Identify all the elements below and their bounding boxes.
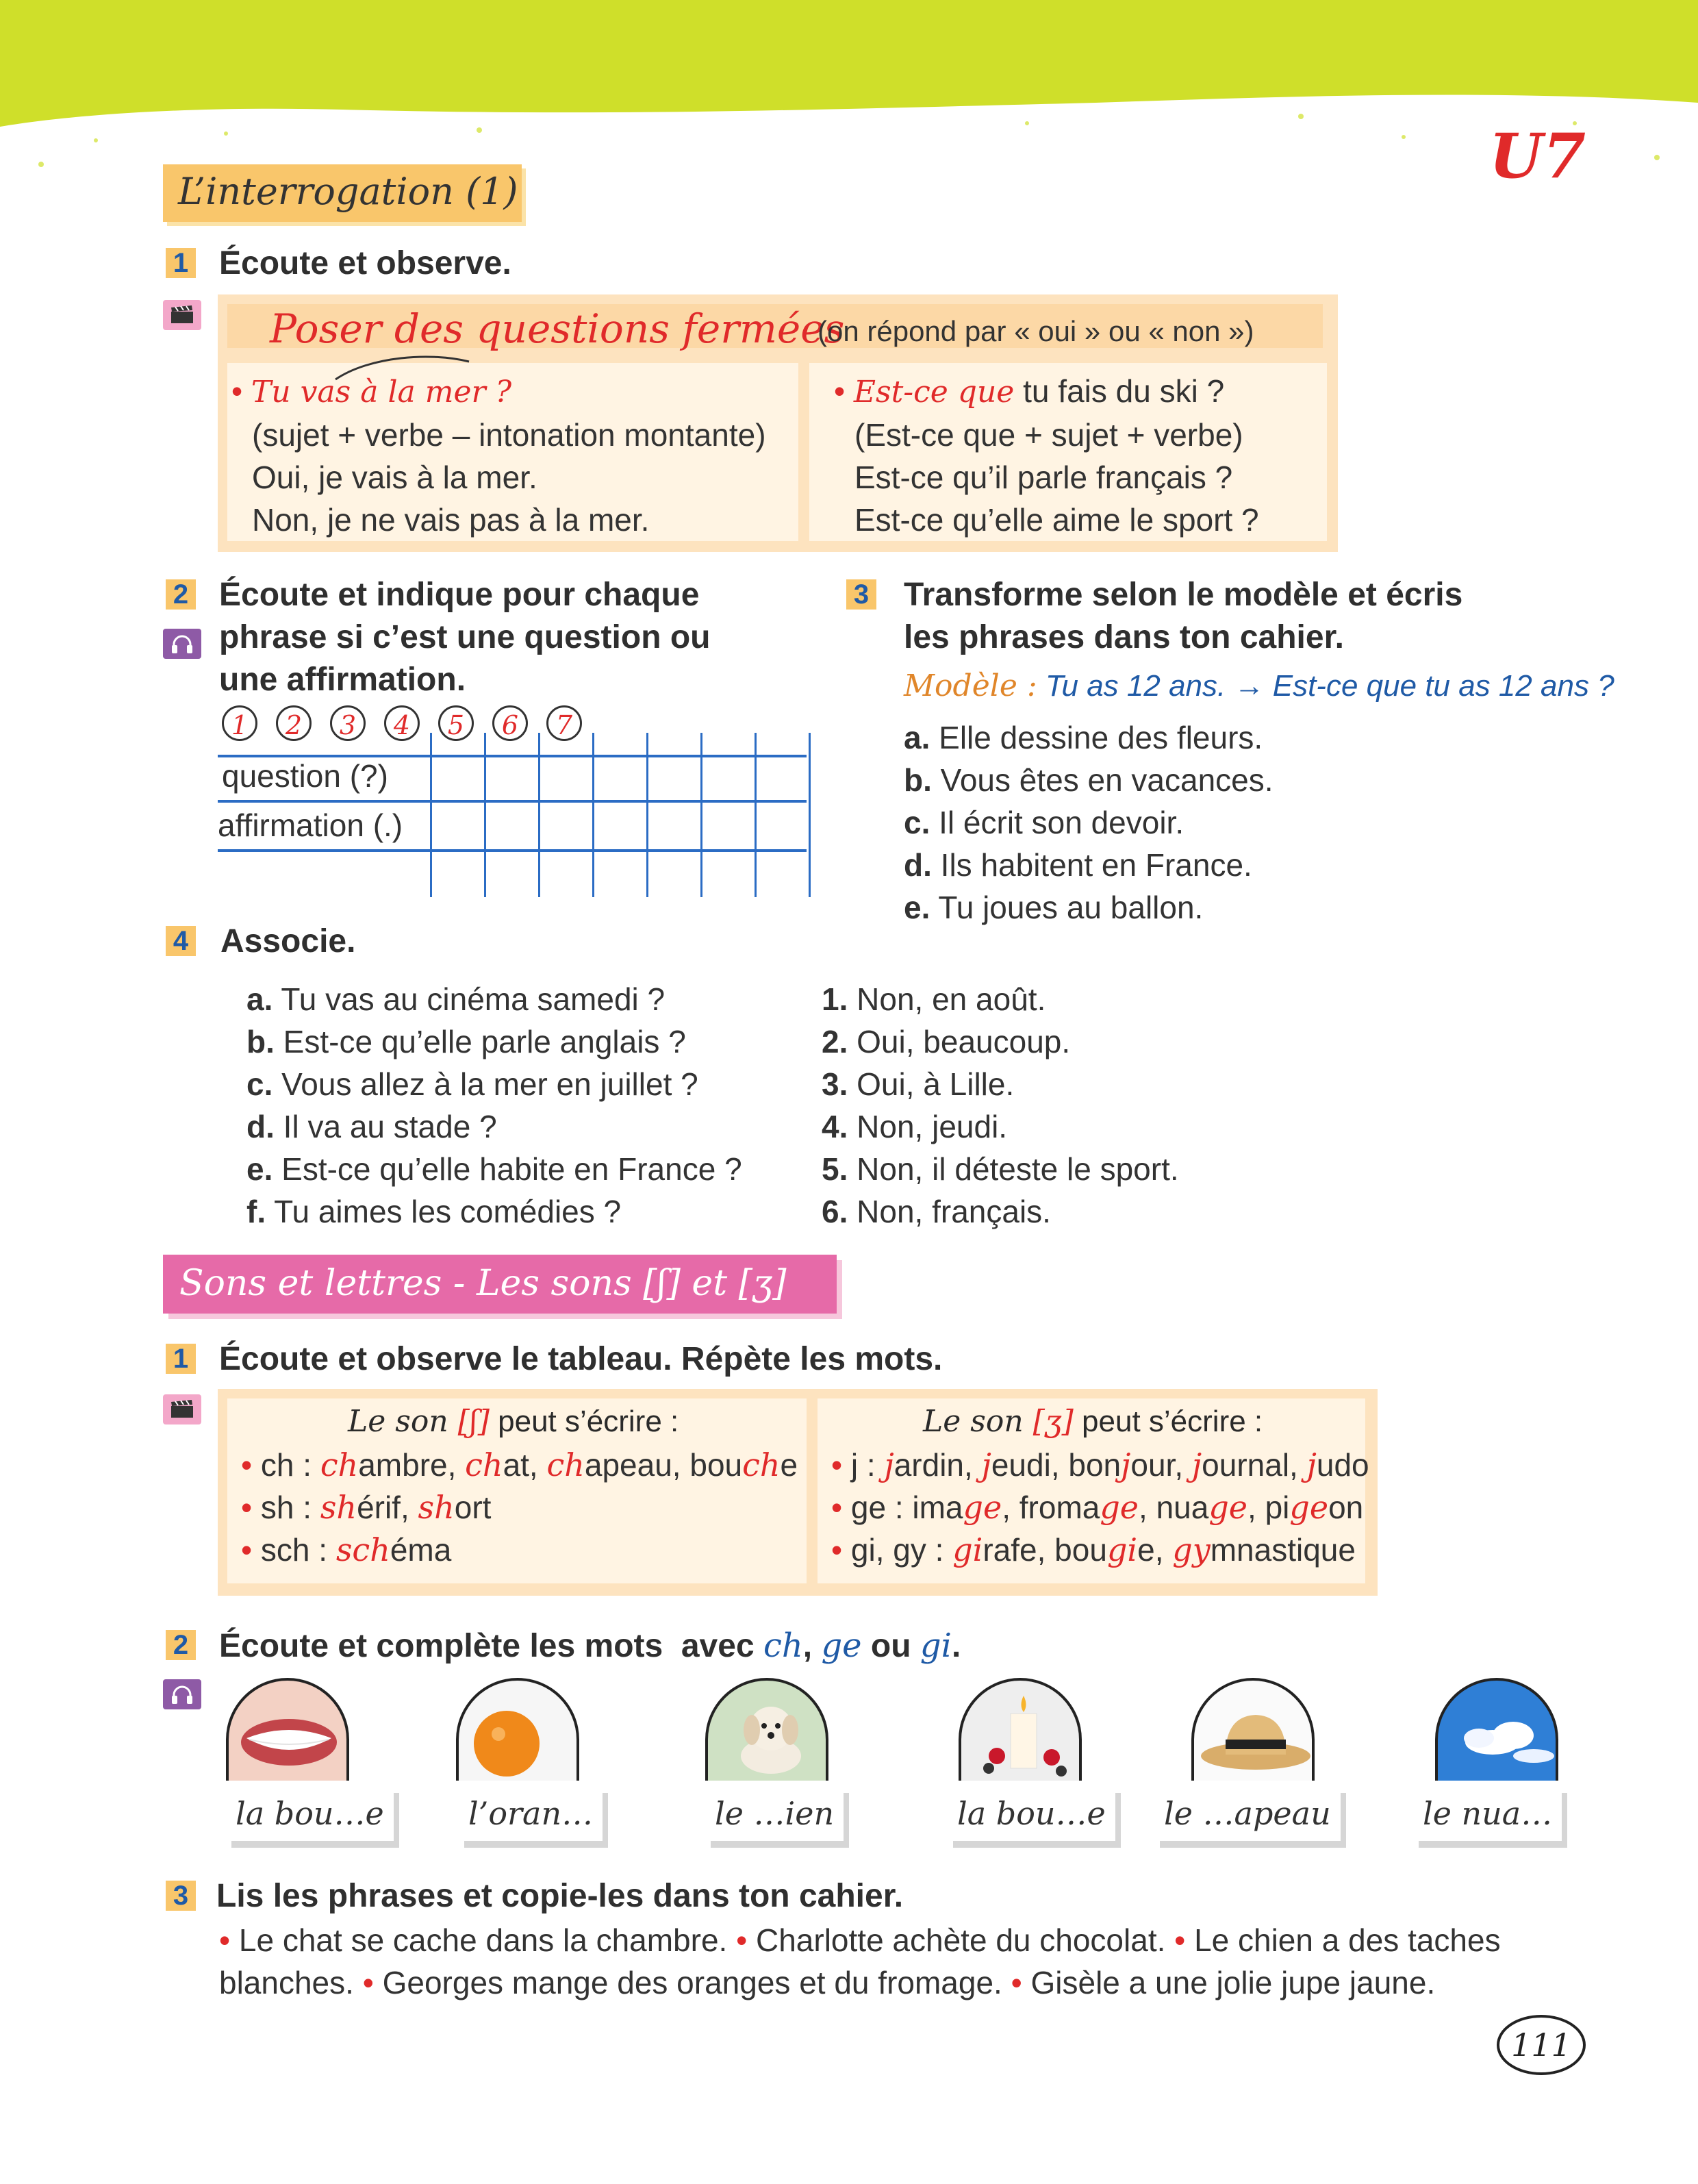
- list-item: b. Vous êtes en vacances.: [904, 762, 1274, 798]
- exercise-3-title-line-2: les phrases dans ton cahier.: [904, 619, 1344, 655]
- answer-cell[interactable]: [702, 803, 755, 849]
- exercise-3-list: [904, 716, 1274, 929]
- list-item: 1. Non, en août.: [822, 981, 1046, 1017]
- exercise-3-title: [904, 574, 1462, 659]
- sons-right-list: [831, 1444, 1369, 1571]
- model-to: Est-ce que tu as 12 ans ?: [1272, 669, 1614, 703]
- headphones-icon[interactable]: [163, 629, 201, 659]
- word-label-2: l’oran…: [459, 1786, 603, 1841]
- list-item: • j : jardin, jeudi, bonjour, journal, judo: [831, 1446, 1369, 1483]
- answer-cell[interactable]: [594, 757, 646, 800]
- section-title: L’interrogation (1): [178, 170, 518, 213]
- answer-cell[interactable]: [702, 757, 755, 800]
- questions-fermees-box: [218, 294, 1338, 552]
- right-example-1: Est-ce qu’il parle français ?: [854, 460, 1233, 495]
- exercise-3-number: 3: [846, 579, 876, 610]
- answer-cell[interactable]: [648, 757, 700, 800]
- sons-left-heading: Le son [ʃ] peut s’écrire :: [348, 1404, 679, 1439]
- list-item: a. Tu vas au cinéma samedi ?: [246, 981, 666, 1017]
- grid-row-question: question (?): [222, 758, 388, 794]
- answer-cell[interactable]: [540, 803, 592, 849]
- right-question-prefix: Est-ce que: [853, 375, 1015, 410]
- column-number-3: 3: [330, 705, 366, 741]
- list-item: f. Tu aimes les comédies ?: [246, 1194, 622, 1229]
- word-label-1: la bou…e: [226, 1786, 394, 1841]
- word-label-4: la bou…e: [948, 1786, 1115, 1841]
- word-label-3: le …ien: [705, 1786, 844, 1841]
- right-example-2: Est-ce qu’elle aime le sport ?: [854, 502, 1259, 538]
- sentence-5: Gisèle a une jolie jupe jaune.: [1030, 1965, 1436, 2000]
- sons-exercise-2-number: 2: [166, 1630, 196, 1660]
- exercise-1-number: 1: [166, 248, 196, 278]
- mouth-image: [226, 1678, 349, 1781]
- page-number: 111: [1497, 2015, 1586, 2075]
- dog-image: [705, 1678, 828, 1781]
- left-panel-content: • Tu vas à la mer ? (sujet + verbe – intonation montante) Oui, je vais à la mer. Non, je ne vais pas à la mer.: [231, 370, 766, 541]
- question-affirmation-grid: [218, 705, 807, 877]
- exercise-4-title: Associe.: [220, 923, 356, 959]
- word-label-6: le nua…: [1413, 1786, 1562, 1841]
- box-title: Poser des questions fermées: [270, 305, 845, 352]
- model-line: [904, 668, 1614, 703]
- list-item: d. Ils habitent en France.: [904, 847, 1252, 883]
- right-panel-content: • Est-ce que tu fais du ski ? (Est-ce que + sujet + verbe) Est-ce qu’il parle français ? Est-ce qu’elle aime le sport ?: [834, 370, 1259, 541]
- grid-column-line: [809, 733, 811, 897]
- sons-exercise-2-title: Écoute et complète les mots avec ch, ge ou gi.: [219, 1627, 961, 1665]
- answer-cell[interactable]: [432, 757, 484, 800]
- sons-exercise-3-text: • Le chat se cache dans la chambre. • Charlotte achète du chocolat. • Le chien a des taches blanches. • Georges mange des oranges et du fromage. • Gisèle a une jolie jupe jaune.: [219, 1922, 1501, 2000]
- exercise-2-title-line-1: Écoute et indique pour chaque: [219, 577, 700, 613]
- sons-table: [218, 1389, 1378, 1596]
- answer-cell[interactable]: [432, 803, 484, 849]
- list-item: e. Tu joues au ballon.: [904, 890, 1204, 925]
- headphones-icon[interactable]: [163, 1679, 201, 1709]
- curve-arrow: [329, 349, 479, 384]
- list-item: 6. Non, français.: [822, 1194, 1051, 1229]
- sons-section-banner: [163, 1255, 837, 1314]
- list-item: b. Est-ce qu’elle parle anglais ?: [246, 1024, 686, 1059]
- list-item: c. Vous allez à la mer en juillet ?: [246, 1066, 698, 1102]
- list-item: 4. Non, jeudi.: [822, 1109, 1008, 1144]
- column-number-7: 7: [546, 705, 582, 741]
- exercise-3-title-line-1: Transforme selon le modèle et écris: [904, 577, 1463, 613]
- box-note: (on répond par « oui » ou « non »): [818, 315, 1254, 347]
- right-question-rest: tu fais du ski ?: [1014, 373, 1225, 409]
- answer-cell[interactable]: [648, 803, 700, 849]
- sons-exercise-1-title: Écoute et observe le tableau. Répète les mots.: [219, 1341, 943, 1377]
- list-item: • sh : shérif, short: [241, 1489, 492, 1526]
- sons-exercise-3-title: Lis les phrases et copie-les dans ton cahier.: [216, 1878, 904, 1914]
- sentence-1: Le chat se cache dans la chambre.: [238, 1922, 728, 1958]
- model-arrow: →: [1234, 669, 1265, 703]
- sentence-2: Charlotte achète du chocolat.: [756, 1922, 1166, 1958]
- cloud-image: [1435, 1678, 1558, 1781]
- model-from: Tu as 12 ans.: [1045, 669, 1226, 703]
- sentence-3: Le chien a des taches: [1194, 1922, 1501, 1958]
- column-number-6: 6: [492, 705, 528, 741]
- list-item: • sch : schéma: [241, 1531, 452, 1568]
- list-item: d. Il va au stade ?: [246, 1109, 497, 1144]
- exercise-2-title-line-2: phrase si c’est une question ou: [219, 619, 711, 655]
- list-item: a. Elle dessine des fleurs.: [904, 720, 1263, 755]
- right-structure: (Est-ce que + sujet + verbe): [854, 417, 1243, 453]
- sons-section-title: Sons et lettres - Les sons [ʃ] et [ʒ]: [179, 1263, 787, 1304]
- sons-right-heading: Le son [ʒ] peut s’écrire :: [923, 1404, 1263, 1439]
- grid-row-affirmation: affirmation (.): [218, 807, 403, 843]
- candle-image: [959, 1678, 1082, 1781]
- column-number-2: 2: [276, 705, 312, 741]
- list-item: • ge : image, fromage, nuage, pigeon: [831, 1489, 1364, 1526]
- answer-cell[interactable]: [540, 757, 592, 800]
- sons-exercise-1-number: 1: [166, 1344, 196, 1374]
- sentence-3-end: blanches.: [219, 1965, 354, 2000]
- sons-exercise-3-number: 3: [166, 1881, 196, 1911]
- section-title-banner: [163, 164, 522, 222]
- column-number-4: 4: [384, 705, 420, 741]
- sons-left-list: [241, 1444, 798, 1571]
- exercise-2-title-line-3: une affirmation.: [219, 662, 466, 698]
- list-item: 3. Oui, à Lille.: [822, 1066, 1015, 1102]
- left-answer-2: Non, je ne vais pas à la mer.: [252, 502, 650, 538]
- answer-cell[interactable]: [757, 803, 809, 849]
- answer-cell[interactable]: [486, 757, 538, 800]
- list-item: e. Est-ce qu’elle habite en France ?: [246, 1151, 742, 1187]
- list-item: c. Il écrit son devoir.: [904, 805, 1184, 840]
- model-label: Modèle :: [904, 668, 1037, 703]
- video-icon[interactable]: [163, 1394, 201, 1424]
- answer-cell[interactable]: [486, 803, 538, 849]
- word-label-5: le …apeau: [1154, 1786, 1341, 1841]
- column-number-1: 1: [222, 705, 257, 741]
- sentence-4: Georges mange des oranges et du fromage.: [382, 1965, 1002, 2000]
- left-question: Tu vas à la mer ?: [251, 375, 512, 410]
- list-item: • ch : chambre, chat, chapeau, bouche: [241, 1446, 798, 1483]
- left-answer-1: Oui, je vais à la mer.: [252, 460, 537, 495]
- exercise-1-title: Écoute et observe.: [219, 245, 511, 281]
- video-icon[interactable]: [163, 300, 201, 330]
- exercise-4-left-list: [246, 978, 742, 1233]
- list-item: 2. Oui, beaucoup.: [822, 1024, 1071, 1059]
- answer-cell[interactable]: [757, 757, 809, 800]
- orange-image: [456, 1678, 579, 1781]
- answer-cell[interactable]: [594, 803, 646, 849]
- exercise-2-number: 2: [166, 579, 196, 610]
- hat-image: [1191, 1678, 1315, 1781]
- list-item: 5. Non, il déteste le sport.: [822, 1151, 1179, 1187]
- exercise-2-title: [219, 574, 711, 701]
- exercise-4-number: 4: [166, 926, 196, 956]
- list-item: • gi, gy : girafe, bougie, gymnastique: [831, 1531, 1356, 1568]
- left-structure: (sujet + verbe – intonation montante): [252, 417, 766, 453]
- unit-label: U7: [1489, 120, 1586, 192]
- column-number-5: 5: [438, 705, 474, 741]
- exercise-4-right-list: [822, 978, 1179, 1233]
